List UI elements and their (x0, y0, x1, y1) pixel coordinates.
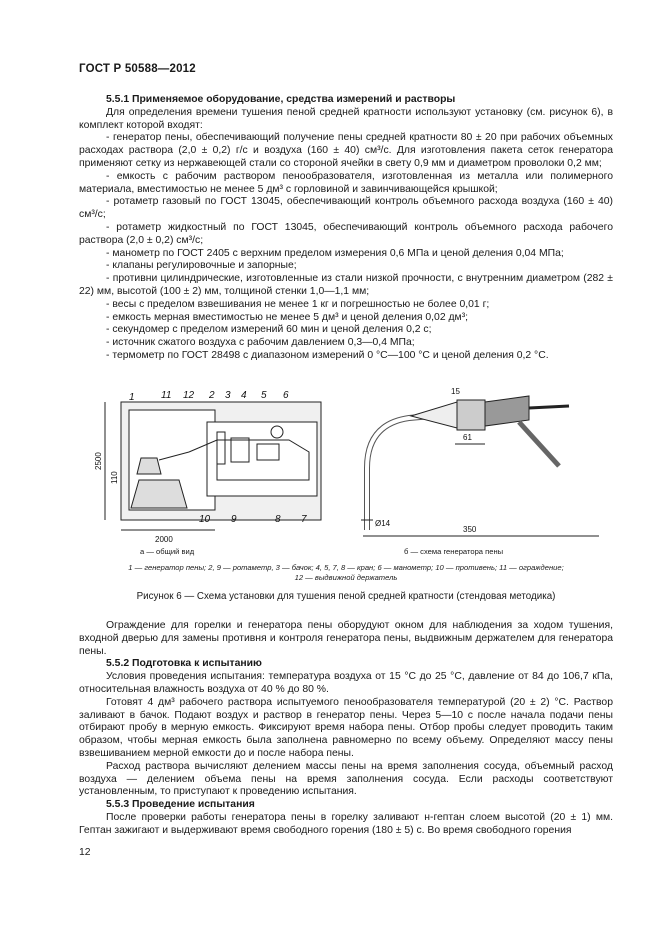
callout-3: 3 (225, 390, 231, 401)
section-5-5-2 (79, 620, 613, 838)
list-item: - противни цилиндрические, изготовленные из стали низкой прочности, с внутренним диаметром (282 ± 22) мм, высотой (100 ± 2) мм, толщиной стенки 1,0—1,1 мм; (79, 273, 613, 297)
callout-2: 2 (209, 390, 215, 401)
paragraph: Ограждение для горелки и генератора пены оборудуют окном для наблюдения за ходом тушения, входной дверью для замены противня и контроля генератора пены, выдвижным держателем для генератора пены. (79, 620, 613, 657)
paragraph: После проверки работы генератора пены в горелку заливают н-гептан слоем высотой (20 ± 1) мм. Гептан зажигают и выдерживают время свободного горения (180 ± 5) с. Во время свободного горения (79, 811, 613, 836)
section-heading: 5.5.1 Применяемое оборудование, средства измерений и растворы (106, 94, 456, 105)
paragraph: Условия проведения испытания: температура воздуха от 15 °С до 25 °С, давление от 84 до 106,7 кПа, относительная влажность воздуха от 40 % до 80 %. (79, 671, 613, 695)
equipment-panel (207, 422, 317, 496)
generator-mesh (457, 400, 485, 430)
generator-nozzle (485, 396, 529, 426)
dim-height: 2500 (94, 452, 103, 470)
list-item: - весы с пределом взвешивания не менее 1 кг и погрешностью не более 0,01 г; (106, 298, 490, 310)
callout-8: 8 (275, 514, 281, 525)
callout-7: 7 (301, 514, 307, 525)
list-item: - емкость мерная вместимостью не менее 5 дм³ и ценой деления 0,02 дм³; (106, 311, 469, 323)
dim-length: 350 (463, 525, 477, 534)
paragraph: Готовят 4 дм³ рабочего раствора испытуемого пенообразователя температурой (20 ± 2) °С. Раствор заливают в бачок. Подают воздух и раствор в генератор пены. Через 5—10 с после начала подачи пены отбирают пробу в мерную емкость. Фиксируют время набора пены. Отбор пробы следует проводить таким образом, чтобы мерная емкость была заполнена равномерно по всему объему. Определяют массу пены взвешиванием мерной емкости до и после набора пены. (79, 696, 613, 759)
callout-9: 9 (231, 514, 237, 525)
list-item: - источник сжатого воздуха с рабочим давлением 0,3—0,4 МПа; (106, 337, 415, 349)
list-item: - ротаметр жидкостный по ГОСТ 13045, обеспечивающий контроль объемного расхода рабочего раствора (2,0 ± 0,2) см³/с; (79, 221, 613, 246)
air-inlet (529, 406, 569, 408)
list-item: - термометр по ГОСТ 28498 с диапазоном измерений 0 °С—100 °С и ценой деления 0,2 °С. (106, 349, 549, 361)
list-item: - секундомер с пределом измерений 60 мин и ценой деления 0,2 с; (106, 324, 432, 336)
callout-11: 11 (161, 390, 172, 401)
foam-generator-body (137, 458, 161, 474)
figure-caption: Рисунок 6 — Схема установки для тушения пеной средней кратности (стендовая методика) (136, 591, 556, 602)
callout-5: 5 (261, 390, 267, 401)
figure-legend (79, 563, 613, 583)
list-item: - ротаметр газовый по ГОСТ 13045, обеспечивающий контроль объемного расхода воздуха (160 ± 40) см³/с; (79, 196, 613, 221)
list-item: - емкость с рабочим раствором пенообразователя, изготовленная из металла или полимерного материала, вместимостью не менее 5 дм³ с горловиной и завинчивающейся крышкой; (79, 170, 613, 195)
section-5-5-1 (79, 94, 613, 363)
dim-top: 15 (451, 387, 460, 396)
callout-10: 10 (199, 514, 211, 525)
generator-cone (411, 402, 457, 428)
figure-diagram (79, 380, 613, 545)
dim-small: 110 (110, 471, 119, 484)
callout-6: 6 (283, 390, 289, 401)
page-number: 12 (79, 847, 91, 858)
callout-1: 1 (129, 392, 135, 403)
dim-mid: 61 (463, 433, 472, 442)
dim-diameter: Ø14 (375, 519, 391, 528)
dim-width: 2000 (155, 535, 173, 544)
list-item: - манометр по ГОСТ 2405 с верхним пределом измерения 0,6 МПа и ценой деления 0,04 МПа; (106, 247, 564, 259)
paragraph: Расход раствора вычисляют делением массы пены на время заполнения сосуда, объемный расход воздуха — делением объема пены на время заполнения сосуда. Если расходы соответствуют установленным, то приступают к проведению испытания. (79, 760, 613, 798)
tray (131, 480, 187, 508)
page-header: ГОСТ Р 50588—2012 (79, 63, 196, 75)
callout-4: 4 (241, 390, 247, 401)
subfigure-b-label: б — схема генератора пены (404, 547, 504, 556)
paragraph: Для определения времени тушения пеной средней кратности используют установку (см. рисунок 6), в комплект которой входят: (79, 106, 613, 131)
section-heading: 5.5.3 Проведение испытания (106, 799, 255, 811)
list-item: - клапаны регулировочные и запорные; (106, 260, 297, 272)
subfigure-a-label: а — общий вид (140, 547, 195, 556)
section-heading: 5.5.2 Подготовка к испытанию (106, 658, 262, 670)
list-item: - генератор пены, обеспечивающий получение пены средней кратности 80 ± 20 при рабочих объемных расходах раствора (2,0 ± 0,2) г/с и воздуха (160 ± 40) см³/с. Для изготовления пакета сеток генератора применяют сетку из нержавеющей стали со стороной ячейки в свету 0,9 мм и диаметром проволоки 0,2 мм; (79, 132, 613, 169)
legend-line: 1 — генератор пены; 2, 9 — ротаметр, 3 — бачок; 4, 5, 7, 8 — кран; 6 — манометр; 10 — противень; 11 — ограждение; (128, 563, 564, 572)
solution-inlet (519, 422, 559, 466)
legend-line: 12 — выдвижной держатель (294, 573, 398, 582)
callout-12: 12 (183, 390, 195, 401)
